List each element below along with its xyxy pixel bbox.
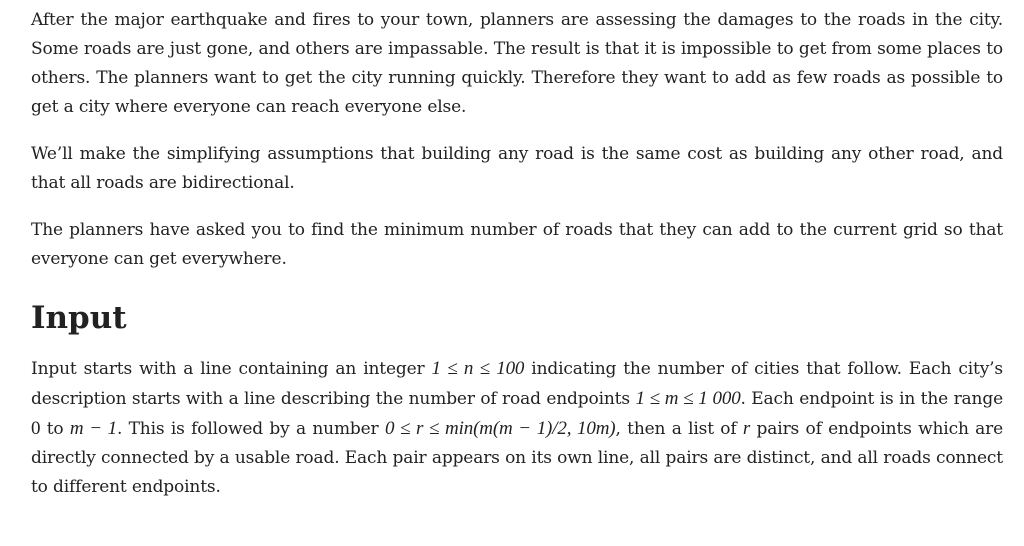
task-paragraph: The planners have asked you to find the minimum number of roads that they can add to the current grid so that everyone can get everywhere.: [31, 220, 1003, 269]
intro-paragraph: After the major earthquake and fires to your town, planners are assessing the damages to the roads in the city. Some roads are just gone, and others are impassable. The result is that it is impossible to get from some places to others. The planners want to get the city running quickly. Therefore they want to add as few roads as possible to get a city where everyone can reach everyone else.: [31, 10, 1003, 117]
math-r: r: [742, 418, 751, 439]
math-n-range: 1 ≤ n ≤ 100: [431, 358, 525, 379]
input-text-4: to: [40, 419, 70, 439]
input-text-5: . This is followed by a number: [116, 419, 385, 439]
math-zero: 0: [31, 418, 41, 439]
input-text-6: , then a list of: [615, 419, 743, 439]
math-r-range: 0 ≤ r ≤ min(m(m − 1)/2, 10m): [384, 418, 616, 439]
input-text-7: pairs of endpoints which are directly connected by a usable road. Each pair appears on its own line, all pairs are distinct, and all roads connect to different endpoints.: [31, 419, 1004, 497]
math-m-range: 1 ≤ m ≤ 1 000: [635, 388, 741, 409]
math-m-minus-one: m − 1: [69, 418, 117, 439]
input-text-3: . Each endpoint is in the range: [740, 389, 1003, 409]
problem-statement: [31, 6, 1003, 520]
input-paragraph: [31, 354, 1003, 502]
assumptions-paragraph: We’ll make the simplifying assumptions that building any road is the same cost as building any other road, and that all roads are bidirectional.: [31, 144, 1003, 193]
input-text-1: Input starts with a line containing an integer: [31, 359, 432, 379]
input-heading: Input: [31, 300, 127, 336]
input-text-2: indicating the number of cities that follow. Each city’s description starts with a line describing the number of road endpoints: [31, 359, 1003, 409]
